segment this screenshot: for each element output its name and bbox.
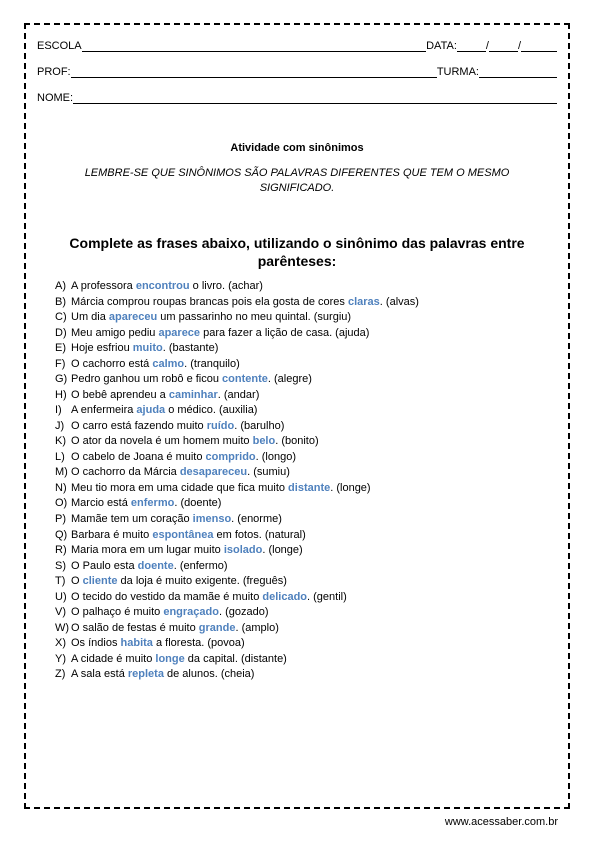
prof-label: PROF: [37,66,71,78]
synonym-word: habita [120,637,153,650]
synonym-word: claras [347,295,380,308]
sentence-after: de alunos. (cheia) [163,668,255,681]
sentence-item [55,310,558,326]
synonym-word: engraçado [163,606,219,619]
sentence-after: o livro. (achar) [189,280,263,292]
sentence-item [55,636,558,652]
sentence-after: . (bonito) [275,435,319,448]
sentence-before: O Paulo esta [71,559,138,572]
sentence-item [55,372,558,388]
sentence-item [55,279,558,295]
synonym-word: aparece [158,326,201,339]
sentence-before: Barbara é muito [71,528,153,541]
sentence-before: Os índios [71,637,121,650]
synonym-word: cliente [82,575,118,588]
prof-field[interactable] [71,66,437,78]
sentence-before: O cabelo de Joana é muito [71,450,206,463]
synonym-word: desapareceu [179,466,248,479]
synonym-word: encontrou [135,280,190,292]
sentence-after: . (alegre) [267,373,312,386]
synonym-word: imenso [192,512,232,525]
sentence-item [55,512,558,528]
item-letter: Y) [55,652,66,665]
activity-title: Atividade com sinônimos [230,142,364,154]
data-label: DATA: [426,40,457,52]
date-separator: / [517,40,521,52]
sentence-after: . (alvas) [379,295,419,308]
sentence-item [55,652,558,668]
sentence-before: O cachorro da Márcia [71,466,180,479]
item-letter: K) [55,435,66,448]
sentence-before: O ator da novela é um homem muito [71,435,253,448]
sentence-after: . (andar) [217,388,260,401]
sentence-item [55,419,558,435]
sentence-after: . (longe) [262,544,303,557]
sentence-before: Meu amigo pediu [71,326,159,339]
sentence-after: . (sumiu) [247,466,290,479]
turma-label: TURMA: [436,66,479,78]
sentence-after: da capital. (distante) [184,652,287,665]
sentence-after: . (longo) [255,450,297,463]
sentence-item [55,403,558,419]
item-letter: S) [55,559,66,572]
date-month-field[interactable] [489,40,518,52]
sentence-after: . (tranquilo) [184,357,240,370]
sentence-after: . (barulho) [234,419,285,432]
item-letter: Q) [55,528,68,541]
sentence-item [55,496,558,512]
item-letter: U) [55,590,67,603]
escola-row [37,38,557,52]
sentence-before: O [71,575,83,588]
synonym-word: ruído [206,419,235,432]
synonym-word: ajuda [136,404,166,417]
sentence-after: . (enorme) [231,512,282,525]
item-letter: B) [55,295,66,308]
sentence-item [55,481,558,497]
sentence-before: Meu tio mora em uma cidade que fica muito [71,481,289,494]
sentence-after: . (gozado) [218,606,269,619]
sentence-item [55,388,558,404]
synonym-word: espontânea [152,528,214,541]
synonym-word: caminhar [168,388,218,401]
item-letter: H) [55,388,67,401]
nome-row [37,90,557,104]
item-letter: I) [55,404,62,417]
sentence-item [55,295,558,311]
item-letter: L) [55,450,65,463]
item-letter: Z) [55,668,66,681]
sentence-after: . (doente) [174,497,222,510]
sentence-before: Maria mora em um lugar muito [71,544,224,557]
item-letter: V) [55,606,66,619]
item-letter: F) [55,357,66,370]
item-letter: M) [55,466,68,479]
sentence-after: para fazer a lição de casa. (ajuda) [200,326,370,339]
sentence-item [55,590,558,606]
synonym-word: apareceu [108,311,158,324]
synonym-word: calmo [152,357,185,370]
sentence-after: . (amplo) [235,621,279,634]
synonym-word: delicado [262,590,308,603]
sentence-item [55,574,558,590]
item-letter: J) [55,419,65,432]
sentence-before: O bebê aprendeu a [71,388,169,401]
synonym-word: enfermo [130,497,175,510]
nome-label: NOME: [37,92,74,104]
sentence-before: Pedro ganhou um robô e ficou [71,373,223,386]
sentence-before: Um dia [71,311,109,324]
item-letter: G) [55,373,68,386]
item-letter: P) [55,512,66,525]
synonym-word: belo [252,435,276,448]
sentence-item [55,543,558,559]
synonym-word: muito [132,342,163,355]
instruction-text: Complete as frases abaixo, utilizando o sinônimo das palavras entre parênteses: [69,235,525,269]
sentence-before: A professora [71,280,136,292]
item-letter: O) [55,497,68,510]
sentence-after: . (gentil) [307,590,347,603]
sentence-after: a floresta. (povoa) [152,637,245,650]
escola-label: ESCOLA [37,40,82,52]
sentence-after: um passarinho no meu quintal. (surgiu) [157,311,352,324]
sentence-after: da loja é muito exigente. (freguês) [117,575,287,588]
sentence-item [55,450,558,466]
synonym-word: contente [222,373,268,386]
reminder-text: LEMBRE-SE QUE SINÔNIMOS SÃO PALAVRAS DIFERENTES QUE TEM O MESMO SIGNIFICADO. [84,167,510,194]
sentence-after: . (bastante) [162,342,219,355]
sentence-before: A sala está [71,668,128,681]
sentence-item [55,357,558,373]
turma-field[interactable] [479,66,557,78]
synonym-word: repleta [127,668,164,681]
item-letter: A) [55,280,66,292]
sentence-before: Marcio está [71,497,131,510]
sentence-item [55,434,558,450]
sentence-after: . (longe) [330,481,371,494]
item-letter: N) [55,481,67,494]
sentence-item [55,341,558,357]
sentence-item [55,528,558,544]
date-day-field[interactable] [457,40,486,52]
synonym-word: distante [288,481,331,494]
synonym-word: comprido [205,450,256,463]
nome-field[interactable] [73,92,557,104]
item-letter: C) [55,311,67,324]
sentence-item [55,621,558,637]
sentence-before: O carro está fazendo muito [71,419,207,432]
sentence-list [55,279,558,683]
sentence-before: O tecido do vestido da mamãe é muito [71,590,263,603]
synonym-word: isolado [223,544,263,557]
date-year-field[interactable] [521,40,557,52]
sentence-item [55,667,558,683]
sentence-before: O salão de festas é muito [71,621,199,634]
sentence-before: Márcia comprou roupas brancas pois ela gosta de cores [71,295,348,308]
sentence-after: . (enfermo) [173,559,228,572]
sentence-before: A cidade é muito [71,652,156,665]
item-letter: R) [55,544,67,557]
sentence-before: Hoje esfriou [71,342,133,355]
item-letter: D) [55,326,67,339]
sentence-item [55,465,558,481]
synonym-word: doente [137,559,174,572]
sentence-before: O cachorro está [71,357,153,370]
sentence-item [55,605,558,621]
sentence-before: O palhaço é muito [71,606,164,619]
prof-row [37,64,557,78]
sentence-after: em fotos. (natural) [213,528,306,541]
footer-url: www.acessaber.com.br [444,816,558,828]
sentence-before: A enfermeira [71,404,137,417]
item-letter: E) [55,342,66,355]
escola-field[interactable] [82,40,426,52]
item-letter: X) [55,637,66,650]
item-letter: W) [55,621,70,634]
synonym-word: grande [198,621,236,634]
worksheet-frame [24,23,570,809]
sentence-after: o médico. (auxilia) [165,404,258,417]
date-separator: / [485,40,489,52]
synonym-word: longe [155,652,185,665]
sentence-item [55,326,558,342]
sentence-before: Mamãe tem um coração [71,512,193,525]
item-letter: T) [55,575,66,588]
sentence-item [55,559,558,575]
